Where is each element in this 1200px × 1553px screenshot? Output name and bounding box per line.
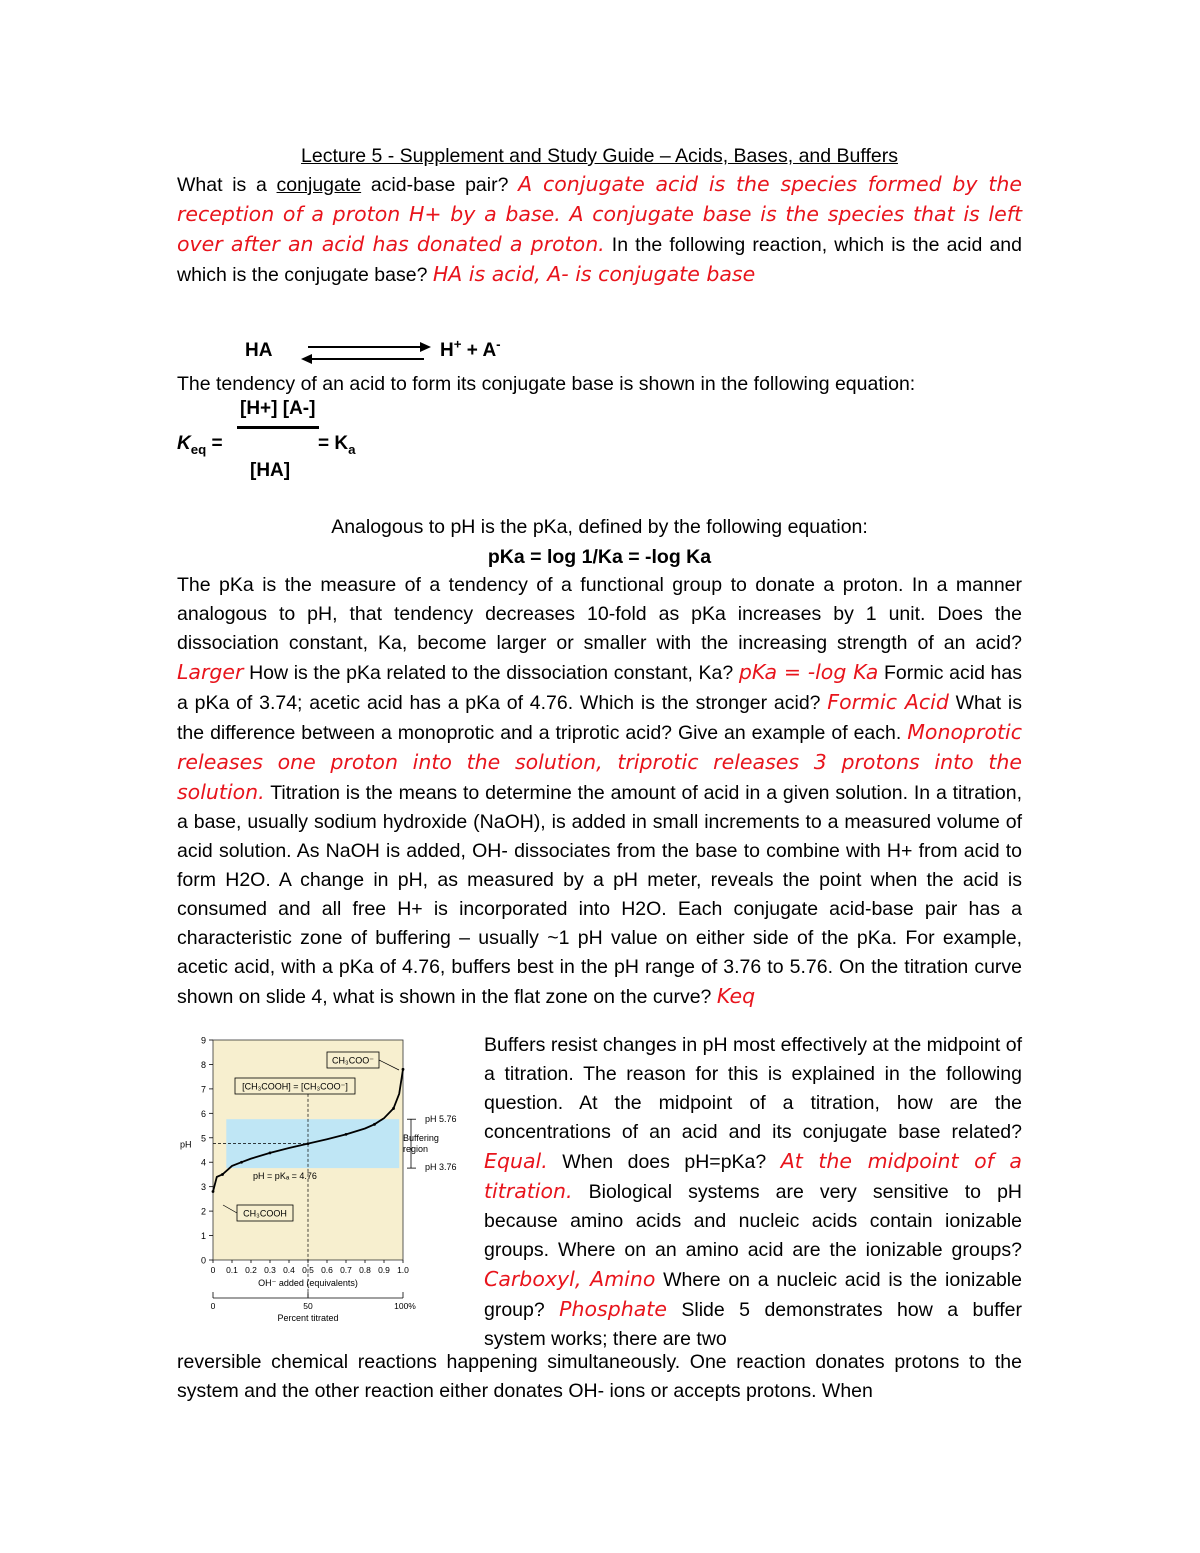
data-point	[373, 1123, 376, 1126]
x-tick-label: 0.6	[321, 1265, 333, 1275]
buffering-band	[226, 1119, 399, 1168]
tendency-text: The tendency of an acid to form its conjugate base is shown in the following equation:	[177, 373, 916, 395]
answer-text: Equal.	[484, 1149, 548, 1173]
main-paragraph	[177, 571, 1022, 1012]
x-tick-label: 1.0	[397, 1265, 409, 1275]
body-text: Slide 5 demonstrates how a buffer system works; there are two	[484, 1299, 1023, 1350]
answer-text: Formic Acid	[827, 690, 949, 714]
answer-text: At the midpoint of a titration.	[484, 1149, 1022, 1203]
keq-rhs: = $K_a$	[318, 433, 356, 457]
x-tick-label: 0.3	[264, 1265, 276, 1275]
answer-text: Phosphate	[559, 1297, 667, 1321]
body-text: Buffers resist changes in pH most effectively at the midpoint of a titration. The reason for this is explained in the following question. At the midpoint of a titration, how are the concentrations of an acid and its conjugate base related?	[484, 1034, 1022, 1143]
keq-numerator: [H+] [A-]	[240, 398, 316, 419]
reaction-right: H+ + A-	[440, 336, 501, 361]
y-axis-label: pH	[180, 1139, 192, 1150]
side-paragraph	[484, 1031, 1022, 1354]
question-text: acid-base pair?	[361, 174, 519, 196]
ch3coo-label: CH₃COO⁻	[332, 1055, 374, 1066]
x-tick-label: 0.4	[283, 1265, 295, 1275]
answer-text: Carboxyl, Amino	[484, 1267, 656, 1291]
y-tick-label: 2	[200, 1206, 206, 1217]
fraction-bar	[237, 426, 319, 429]
x-axis-label: OH⁻ added (equivalents)	[258, 1278, 358, 1288]
y-tick-label: 8	[200, 1059, 206, 1070]
y-tick-label: 5	[200, 1133, 206, 1144]
answer-text: Monoprotic releases one proton into the solution, triprotic releases 3 protons into the solution.	[177, 720, 1022, 804]
data-point	[392, 1107, 395, 1110]
x-tick-label: 0.5	[302, 1265, 314, 1275]
y-tick-label: 7	[200, 1084, 206, 1095]
x-tick-label: 0.1	[226, 1265, 238, 1275]
ch3cooh-label: CH₃COOH	[243, 1208, 287, 1219]
ph576-label: pH 5.76	[425, 1114, 457, 1124]
data-point	[345, 1133, 348, 1136]
data-point	[402, 1068, 405, 1071]
x-tick-label: 0.8	[359, 1265, 371, 1275]
body-text: When does pH=pKa?	[547, 1151, 781, 1173]
data-point	[221, 1173, 224, 1176]
page-title: Lecture 5 - Supplement and Study Guide – Acids, Bases, and Buffers	[301, 145, 898, 167]
ph376-label: pH 3.76	[425, 1162, 457, 1172]
intro-paragraph	[177, 170, 1022, 290]
y-tick-label: 4	[200, 1157, 206, 1168]
answer-text: HA is acid, A- is conjugate base	[432, 262, 756, 286]
body-text: Biological systems are very sensitive to pH because amino acids and nucleic acids contain ionizable groups. Where on an amino acid are the ionizable groups?	[484, 1181, 1022, 1261]
data-point	[240, 1161, 243, 1164]
body-text: What is the difference between a monoprotic and a triprotic acid? Give an example of each.	[177, 692, 1023, 744]
data-point	[212, 1190, 215, 1193]
equilibrium-arrows-icon	[300, 338, 432, 368]
answer-text: Keq	[716, 984, 756, 1008]
y-tick-label: 3	[200, 1182, 206, 1193]
keq-denominator: [HA]	[250, 460, 291, 481]
y-tick-label: 9	[200, 1035, 206, 1046]
x-tick-label: 0.2	[245, 1265, 257, 1275]
equal-concentration-label: [CH₃COOH] = [CH₃COO⁻]	[242, 1081, 348, 1092]
y-tick-label: 6	[200, 1108, 206, 1119]
percent-axis-label: Percent titrated	[277, 1313, 339, 1323]
answer-text: Larger	[177, 660, 244, 684]
bottom-paragraph: reversible chemical reactions happening simultaneously. One reaction donates protons to the system and the other reaction either donates OH- ions or accepts protons. When	[177, 1351, 1022, 1402]
y-tick-label: 1	[200, 1231, 206, 1242]
reaction-left: HA	[245, 340, 273, 361]
pka-equation: pKa = log 1/Ka = -log Ka	[487, 546, 712, 568]
body-text: Where on a nucleic acid is the ionizable group?	[484, 1269, 1022, 1321]
data-point	[269, 1152, 272, 1155]
titration-curve-chart	[170, 1028, 420, 1333]
analog-text: Analogous to pH is the pKa, defined by the following equation:	[331, 516, 868, 538]
body-text: Titration is the means to determine the amount of acid in a given solution. In a titration, a base, usually sodium hydroxide (NaOH), is added in small increments to a measured volume of acid solution. As NaOH is added, OH- dissociates from the base to combine with H+ from acid to form H2O. A change in pH, as measured by a pH meter, reveals the point when the acid is consumed and all free H+ is incorporated into H2O. Each conjugate acid-base pair has a characteristic zone of buffering – usually ~1 pH value on either side of the pKa. For example, acetic acid, with a pKa of 4.76, buffers best in the pH range of 3.76 to 5.76. On the titration curve shown on slide 4, what is shown in the flat zone on the curve?	[177, 782, 1022, 1008]
answer-text: pKa = -log Ka	[738, 660, 879, 684]
y-tick-label: 0	[200, 1255, 206, 1266]
ph-pka-label: pH = pKₐ = 4.76	[253, 1171, 317, 1181]
keq-lhs: $K_{eq}$ =	[177, 433, 223, 457]
data-point	[307, 1142, 310, 1145]
answer-text: A conjugate acid is the species formed by the reception of a proton H+ by a base. A conjugate base is the species that is left over after an acid has donated a proton.	[177, 172, 1022, 256]
body-text: Formic acid has a pKa of 3.74; acetic acid has a pKa of 4.76. Which is the stronger acid?	[177, 662, 1022, 714]
x-tick-label: 0	[210, 1265, 216, 1275]
percent-tick-label: 100%	[394, 1301, 416, 1311]
underlined-term: conjugate	[276, 174, 362, 196]
body-text: The pKa is the measure of a tendency of a functional group to donate a proton. In a manner analogous to pH, that tendency decreases 10-fold as pKa increases by 1 unit. Does the dissociation constant, Ka, become larger or smaller with the increasing strength of an acid?	[177, 574, 1022, 654]
question-text: What is a	[177, 174, 277, 196]
buffering-region-label: Buffering region	[403, 1133, 439, 1154]
question-text: In the following reaction, which is the acid and which is the conjugate base?	[177, 234, 1022, 286]
percent-tick-label: 50	[303, 1301, 313, 1311]
x-tick-label: 0.7	[340, 1265, 352, 1275]
percent-tick-label: 0	[210, 1301, 216, 1311]
x-tick-label: 0.9	[378, 1265, 390, 1275]
body-text: How is the pKa related to the dissociation constant, Ka?	[243, 662, 739, 684]
